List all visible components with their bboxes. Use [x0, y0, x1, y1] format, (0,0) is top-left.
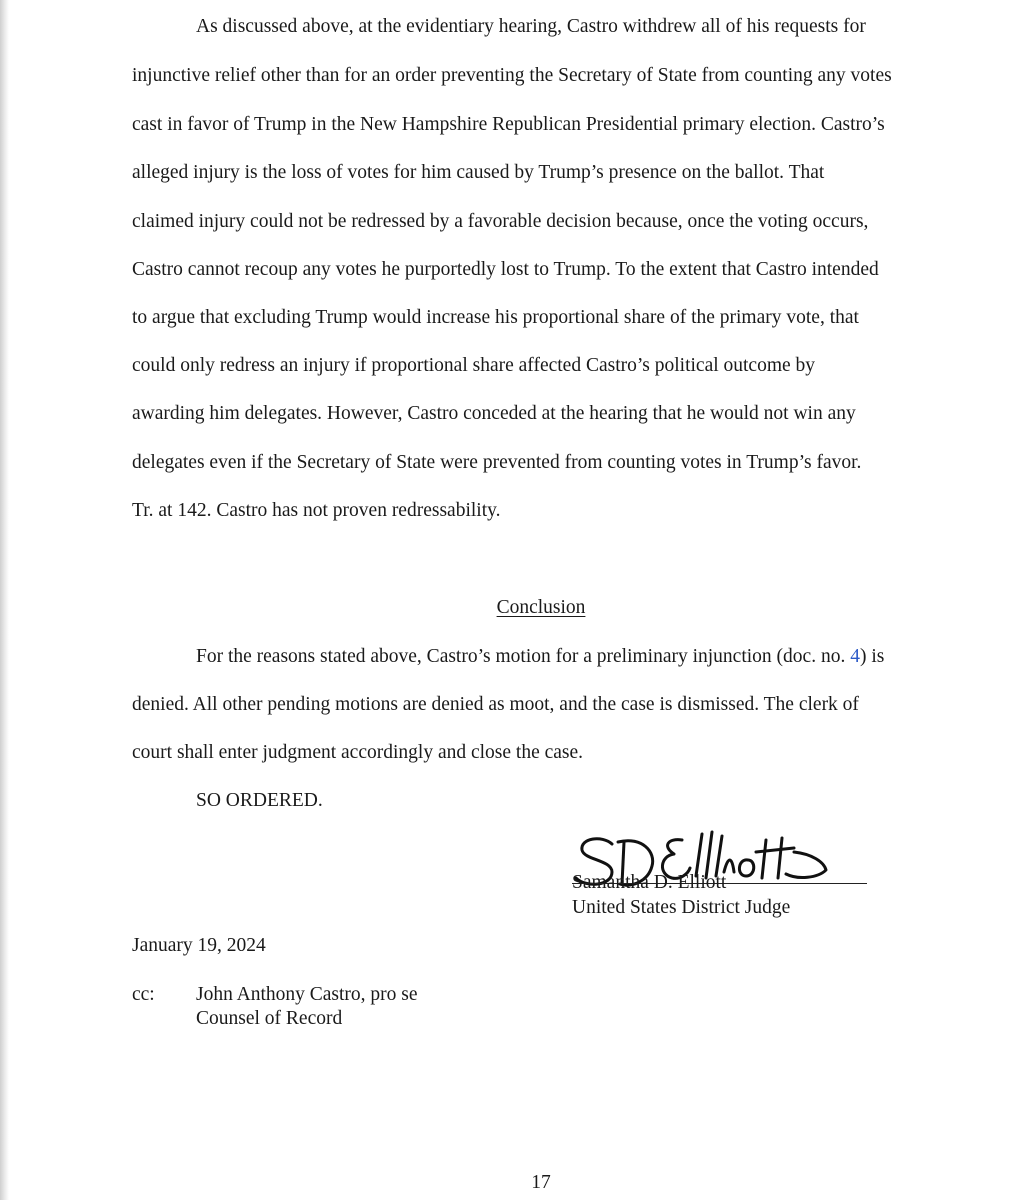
- text-line: delegates even if the Secretary of State were prevented from counting votes in Trump’s favor.: [132, 452, 862, 473]
- text-line: claimed injury could not be redressed by a favorable decision because, once the voting occurs,: [132, 211, 869, 232]
- text-line: [196, 645, 884, 669]
- so-ordered: SO ORDERED.: [196, 790, 323, 811]
- text-line: Tr. at 142. Castro has not proven redressability.: [132, 500, 501, 521]
- judge-title: United States District Judge: [572, 897, 791, 918]
- text-line: alleged injury is the loss of votes for him caused by Trump’s presence on the ballot. That: [132, 162, 825, 183]
- text-segment: ) is: [859, 646, 885, 667]
- section-heading-conclusion: Conclusion: [496, 597, 586, 618]
- text-line: to argue that excluding Trump would increase his proportional share of the primary vote, that: [132, 307, 859, 328]
- cc-recipient: John Anthony Castro, pro se: [196, 984, 418, 1005]
- cc-recipient: Counsel of Record: [196, 1008, 343, 1029]
- text-line: denied. All other pending motions are denied as moot, and the case is dismissed. The clerk of: [132, 694, 859, 715]
- text-line: court shall enter judgment accordingly and close the case.: [132, 742, 584, 763]
- doc-number-link[interactable]: 4: [850, 646, 860, 667]
- cc-label: cc:: [132, 984, 155, 1005]
- text-segment: For the reasons stated above, Castro’s motion for a preliminary injunction (doc. no.: [196, 646, 851, 667]
- text-line: awarding him delegates. However, Castro conceded at the hearing that he would not win any: [132, 403, 856, 424]
- judge-name: Samantha D. Elliott: [572, 872, 727, 893]
- text-line: cast in favor of Trump in the New Hampshire Republican Presidential primary election. Castro’s: [132, 114, 885, 135]
- text-line: could only redress an injury if proportional share affected Castro’s political outcome by: [132, 355, 816, 376]
- order-date: January 19, 2024: [132, 935, 266, 956]
- page-number: 17: [531, 1172, 551, 1193]
- signature-block: [572, 826, 872, 936]
- text-line: As discussed above, at the evidentiary hearing, Castro withdrew all of his requests for: [196, 16, 866, 37]
- text-line: Castro cannot recoup any votes he purportedly lost to Trump. To the extent that Castro intended: [132, 259, 879, 280]
- text-line: injunctive relief other than for an order preventing the Secretary of State from counting any votes: [132, 65, 892, 86]
